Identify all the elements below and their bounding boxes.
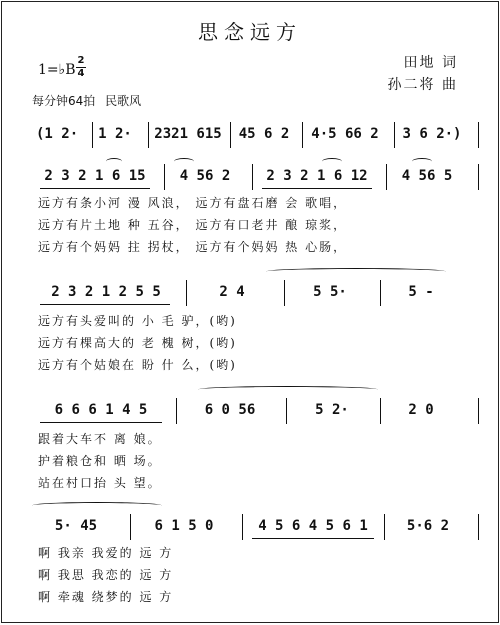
- measure: 5 2·: [315, 402, 349, 418]
- measure: 5 -: [408, 284, 434, 300]
- lyric-line: 远方有个姑娘在 盼 什 么，(哟): [38, 358, 237, 372]
- notation-system-2: [30, 164, 480, 190]
- measure: 45 6 2: [238, 126, 290, 142]
- measure: 2 3 2 1 6 12: [266, 168, 368, 184]
- lyric-line: 站在村口抬 头 望。: [38, 476, 162, 490]
- measure: 1 2·: [98, 126, 132, 142]
- measure: 6 6 6 1 4 5: [54, 402, 148, 418]
- slur: [322, 158, 342, 165]
- measure: 4·5 66 2: [311, 126, 379, 142]
- tie: [32, 502, 162, 509]
- tempo-marking: [32, 92, 141, 109]
- lyric-line: 啊 牵魂 绕梦的 远 方: [38, 590, 174, 604]
- meter-top: 2: [77, 55, 85, 66]
- measure: 2 3 2 1 6 15: [44, 168, 146, 184]
- lyric-line: 啊 我亲 我爱的 远 方: [38, 546, 174, 560]
- slur: [412, 158, 432, 165]
- composer-credit: 孙二将 曲: [387, 77, 458, 93]
- measure: 4 56 5: [401, 168, 453, 184]
- notation-system-3: [30, 280, 480, 306]
- lyricist-credit: 田地 词: [403, 55, 458, 71]
- slur: [174, 158, 194, 165]
- slur: [106, 158, 122, 165]
- measure: 6 1 5 0: [154, 518, 214, 534]
- measure: (1 2·: [36, 126, 79, 142]
- notation-system-1: [30, 122, 480, 148]
- lyric-line: 跟着大车不 离 娘。: [38, 432, 162, 446]
- score-page: [1, 1, 499, 623]
- measure: 5 5·: [313, 284, 347, 300]
- measure: 2 3 2 1 2 5 5: [51, 284, 161, 300]
- lyric-line: 远方有个妈妈 拄 拐杖， 远方有个妈妈 热 心肠，: [38, 240, 348, 254]
- lyric-line: 远方有棵高大的 老 槐 树，(哟): [38, 336, 237, 350]
- measure: 2321 615: [154, 126, 222, 142]
- tempo-style: 民歌风: [105, 94, 142, 108]
- song-title: 思念远方: [198, 20, 302, 44]
- measure: 4 56 2: [179, 168, 231, 184]
- notation-system-4: [30, 398, 480, 424]
- measure: 4 5 6 4 5 6 1: [258, 518, 368, 534]
- lyric-line: 啊 我思 我恋的 远 方: [38, 568, 174, 582]
- tie: [266, 268, 446, 275]
- measure: 6 0 56: [204, 402, 256, 418]
- measure: 2 4: [219, 284, 245, 300]
- notation-system-5: [30, 514, 480, 540]
- lyric-line: 护着粮仓和 晒 场。: [38, 454, 162, 468]
- key-signature: 1=♭B: [38, 62, 76, 78]
- tempo-speed: 每分钟64拍: [32, 94, 96, 108]
- lyric-line: 远方有片土地 种 五谷， 远方有口老井 酿 琼浆，: [38, 218, 348, 232]
- tie: [198, 386, 378, 393]
- measure: 5·6 2: [406, 518, 450, 534]
- lyric-line: 远方有头爱叫的 小 毛 驴，(哟): [38, 314, 237, 328]
- meter-bottom: 4: [77, 68, 85, 79]
- measure: 2 0: [408, 402, 434, 418]
- measure: 5· 45: [54, 518, 98, 534]
- time-signature: [76, 56, 86, 79]
- lyric-line: 远方有条小河 漫 风浪， 远方有盘石磨 会 歌唱，: [38, 196, 348, 210]
- measure: 3 6 2·): [402, 126, 462, 142]
